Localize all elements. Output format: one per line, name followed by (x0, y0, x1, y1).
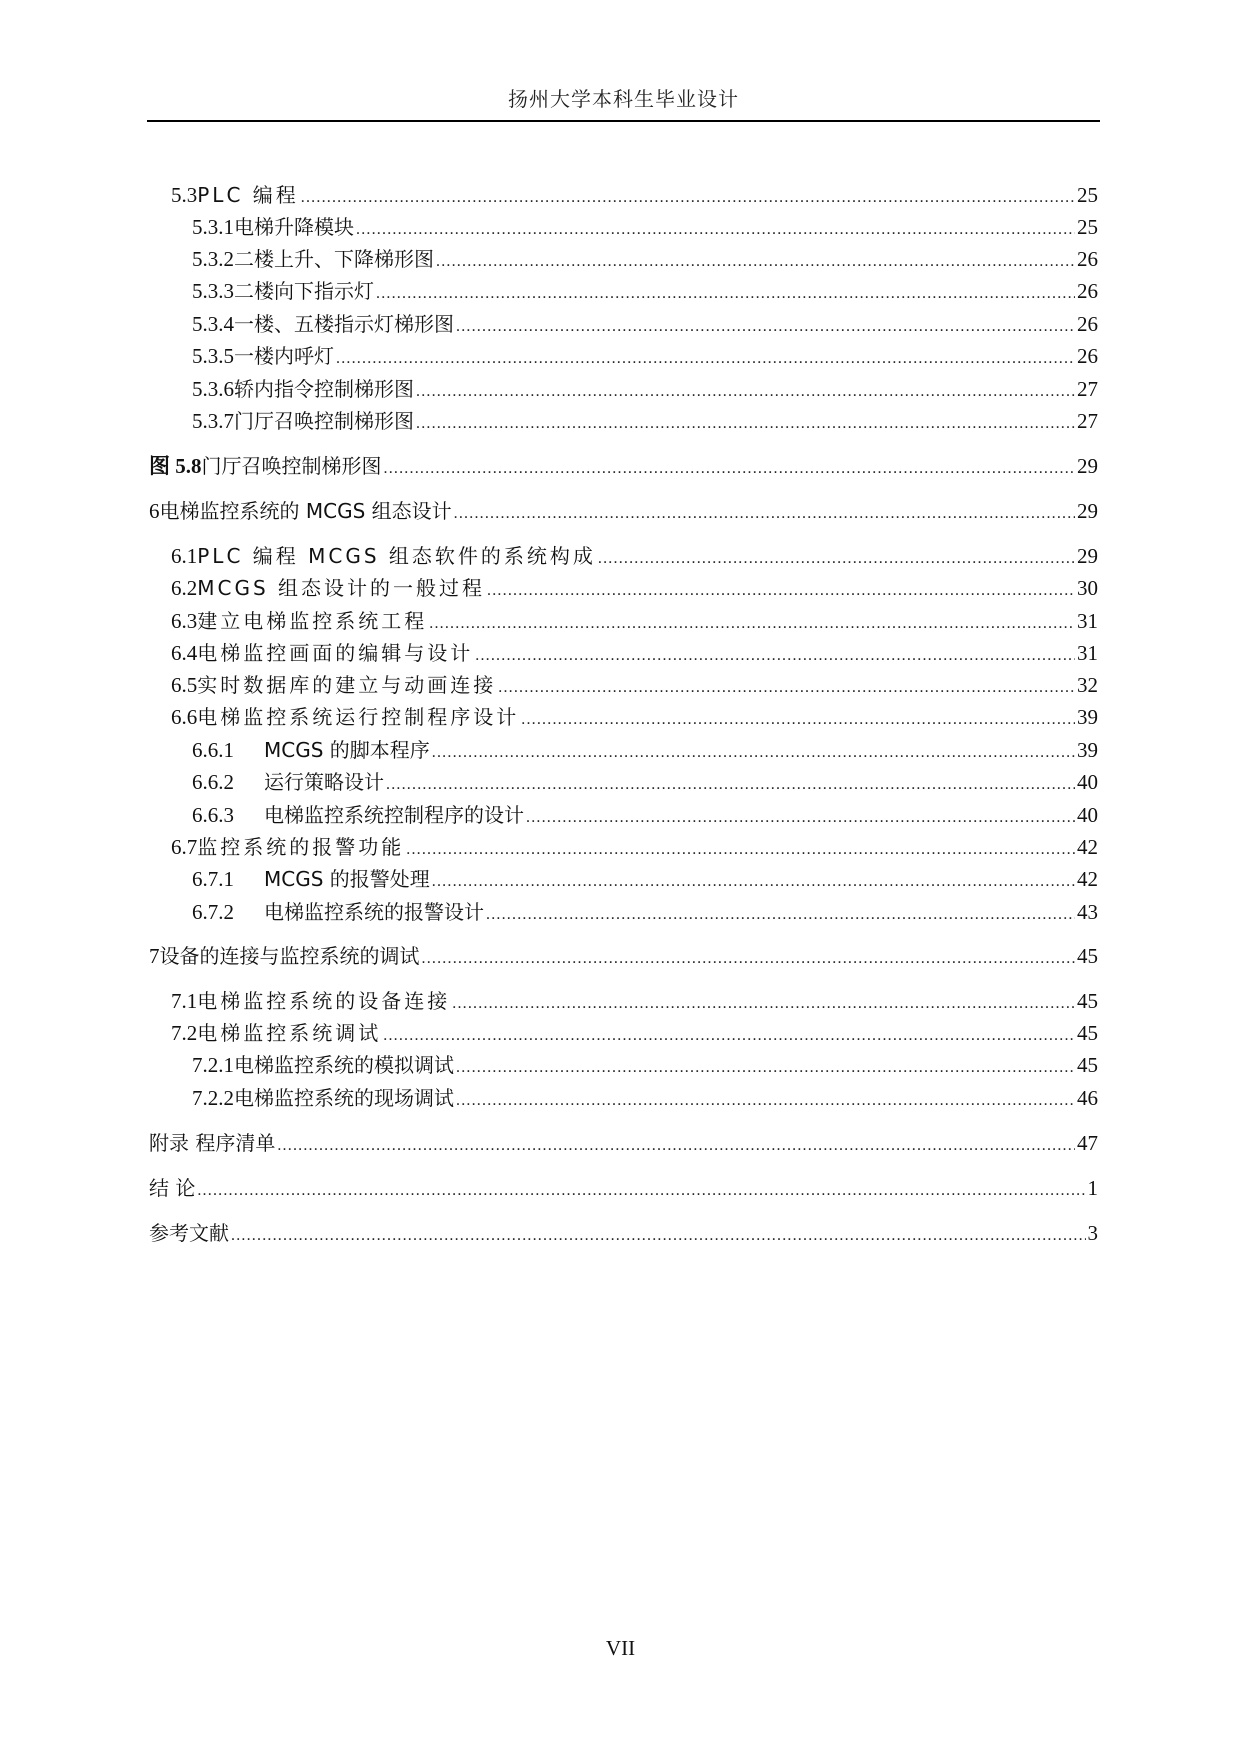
toc-entry[interactable] (192, 276, 1098, 306)
toc-title: 电梯监控系统的 MCGS 组态设计 (159, 499, 452, 523)
page-number: VII (605, 1636, 636, 1660)
toc-page: 25 (1077, 215, 1098, 239)
toc-title: 一楼内呼灯 (234, 344, 334, 368)
toc-entry[interactable] (149, 941, 1098, 971)
toc-title: MCGS 的脚本程序 (264, 738, 430, 762)
toc-title: 电梯升降模块 (234, 215, 354, 239)
toc-page: 26 (1077, 312, 1098, 336)
toc-number: 6.2 (171, 576, 198, 600)
toc-leader (436, 247, 1075, 277)
toc-entry[interactable] (149, 1218, 1098, 1248)
toc-title: 实时数据库的建立与动画连接 (197, 673, 497, 697)
toc-leader (598, 544, 1075, 574)
toc-title: 门厅召唤控制梯形图 (201, 454, 382, 478)
toc-number: 6 (149, 499, 160, 523)
toc-leader (376, 279, 1075, 309)
toc-leader (487, 576, 1075, 606)
toc-page: 31 (1077, 641, 1098, 665)
toc-leader (416, 377, 1075, 407)
toc-leader (301, 183, 1075, 213)
toc-page: 47 (1077, 1131, 1098, 1155)
toc-page: 26 (1077, 247, 1098, 271)
toc-page: 42 (1077, 867, 1098, 891)
toc-title: 轿内指令控制梯形图 (234, 377, 414, 401)
toc-page: 27 (1077, 409, 1098, 433)
toc-leader (454, 499, 1075, 529)
toc-title: 二楼向下指示灯 (234, 279, 374, 303)
toc-number: 5.3.7 (192, 409, 234, 433)
toc-page: 32 (1077, 673, 1098, 697)
toc-leader (277, 1131, 1075, 1161)
toc-page: 42 (1077, 835, 1098, 859)
toc-page: 3 (1087, 1221, 1098, 1245)
toc-leader (356, 215, 1075, 245)
toc-page: 45 (1077, 1053, 1098, 1077)
running-header: 扬州大学本科生毕业设计 (508, 87, 739, 111)
toc-leader (456, 312, 1075, 342)
toc-entry[interactable] (192, 800, 1098, 830)
toc-entry[interactable] (171, 986, 1098, 1016)
toc-leader (383, 1021, 1075, 1051)
toc-title: 门厅召唤控制梯形图 (234, 409, 414, 433)
toc-entry[interactable] (171, 180, 1098, 210)
toc-leader (498, 673, 1075, 703)
toc-page: 29 (1077, 499, 1098, 523)
toc-entry[interactable] (171, 832, 1098, 862)
toc-title: 电梯监控系统控制程序的设计 (264, 803, 524, 827)
toc-page: 45 (1077, 989, 1098, 1013)
toc-leader (429, 609, 1075, 639)
toc-number: 6.6.1 (192, 738, 234, 762)
toc-number: 6.7.2 (192, 900, 234, 924)
toc-entry[interactable] (192, 735, 1098, 765)
toc-number: 7.2 (171, 1021, 198, 1045)
toc-entry[interactable] (192, 374, 1098, 404)
toc-title: MCGS 组态设计的一般过程 (197, 576, 486, 600)
toc-entry[interactable] (171, 702, 1098, 732)
toc-entry[interactable] (192, 341, 1098, 371)
toc-entry[interactable] (192, 1083, 1098, 1113)
toc-entry[interactable] (171, 638, 1098, 668)
toc-entry[interactable] (192, 212, 1098, 242)
toc-page: 29 (1077, 544, 1098, 568)
toc-entry[interactable] (149, 451, 1098, 481)
toc-entry[interactable] (149, 496, 1098, 526)
toc-entry[interactable] (192, 767, 1098, 797)
toc-entry[interactable] (171, 670, 1098, 700)
toc-number: 6.6.3 (192, 803, 234, 827)
toc-number: 5.3 (171, 183, 198, 207)
toc-leader (526, 803, 1075, 833)
toc-page: 26 (1077, 344, 1098, 368)
toc-leader (416, 409, 1075, 439)
toc-entry[interactable] (171, 1018, 1098, 1048)
toc-page: 30 (1077, 576, 1098, 600)
toc-page: 25 (1077, 183, 1098, 207)
toc-page: 29 (1077, 454, 1098, 478)
toc-number: 6.1 (171, 544, 198, 568)
toc-leader (432, 738, 1075, 768)
toc-title: 电梯监控画面的编辑与设计 (197, 641, 474, 665)
toc-number: 6.3 (171, 609, 198, 633)
toc-leader (336, 344, 1075, 374)
toc-page: 27 (1077, 377, 1098, 401)
toc-title: PLC 编程 (197, 183, 299, 207)
toc-leader (486, 900, 1075, 930)
toc-leader (406, 835, 1075, 865)
toc-page: 26 (1077, 279, 1098, 303)
toc-number: 7.2.2 (192, 1086, 234, 1110)
toc-leader (386, 770, 1075, 800)
toc-page: 40 (1077, 770, 1098, 794)
toc-number: 6.5 (171, 673, 198, 697)
toc-title: 附录 程序清单 (149, 1131, 276, 1155)
toc-title: 电梯监控系统的报警设计 (264, 900, 484, 924)
toc-number: 5.3.1 (192, 215, 234, 239)
toc-page: 39 (1077, 738, 1098, 762)
toc-title: 电梯监控系统运行控制程序设计 (197, 705, 520, 729)
toc-title: MCGS 的报警处理 (264, 867, 430, 891)
toc-entry[interactable] (192, 309, 1098, 339)
toc-page: 40 (1077, 803, 1098, 827)
toc-number: 7.2.1 (192, 1053, 234, 1077)
toc-page: 1 (1087, 1176, 1098, 1200)
toc-leader (521, 705, 1075, 735)
toc-title: PLC 编程 MCGS 组态软件的系统构成 (197, 544, 596, 568)
toc-number: 6.6 (171, 705, 198, 729)
toc-number: 5.3.3 (192, 279, 234, 303)
toc-leader (452, 989, 1075, 1019)
toc-number: 6.7.1 (192, 867, 234, 891)
toc-title: 电梯监控系统调试 (197, 1021, 382, 1045)
toc-number: 6.4 (171, 641, 198, 665)
toc-title: 建立电梯监控系统工程 (197, 609, 428, 633)
toc-entry[interactable] (171, 606, 1098, 636)
toc-number: 5.3.6 (192, 377, 234, 401)
toc-number: 图 5.8 (149, 454, 202, 478)
toc-page: 43 (1077, 900, 1098, 924)
toc-number: 5.3.4 (192, 312, 234, 336)
toc-title: 设备的连接与监控系统的调试 (159, 944, 420, 968)
toc-leader (475, 641, 1075, 671)
toc-page: 31 (1077, 609, 1098, 633)
toc-entry[interactable] (171, 541, 1098, 571)
toc-number: 7 (149, 944, 160, 968)
toc-page: 45 (1077, 1021, 1098, 1045)
toc-number: 6.6.2 (192, 770, 234, 794)
toc-page: 39 (1077, 705, 1098, 729)
toc-leader (432, 867, 1075, 897)
toc-page: 45 (1077, 944, 1098, 968)
toc-leader (197, 1176, 1085, 1206)
toc-leader (231, 1221, 1086, 1251)
toc-leader (456, 1086, 1075, 1116)
toc-number: 5.3.5 (192, 344, 234, 368)
toc-entry[interactable] (149, 1173, 1098, 1203)
toc-title: 结 论 (149, 1176, 196, 1200)
toc-title: 参考文献 (149, 1221, 229, 1245)
toc-entry[interactable] (171, 573, 1098, 603)
toc-number: 7.1 (171, 989, 198, 1013)
toc-leader (422, 944, 1076, 974)
toc-entry[interactable] (192, 244, 1098, 274)
toc-leader (384, 454, 1076, 484)
toc-number: 5.3.2 (192, 247, 234, 271)
toc-title: 二楼上升、下降梯形图 (234, 247, 434, 271)
toc-title: 一楼、五楼指示灯梯形图 (234, 312, 454, 336)
toc-page: 46 (1077, 1086, 1098, 1110)
toc-title: 电梯监控系统的现场调试 (234, 1086, 454, 1110)
toc-entry[interactable] (192, 864, 1098, 894)
toc-title: 监控系统的报警功能 (197, 835, 405, 859)
toc-title: 电梯监控系统的设备连接 (197, 989, 451, 1013)
toc-entry[interactable] (192, 406, 1098, 436)
toc-entry[interactable] (192, 1050, 1098, 1080)
toc-leader (456, 1053, 1075, 1083)
toc-entry[interactable] (192, 897, 1098, 927)
toc-number: 6.7 (171, 835, 198, 859)
toc-entry[interactable] (149, 1128, 1098, 1158)
toc-title: 电梯监控系统的模拟调试 (234, 1053, 454, 1077)
toc-title: 运行策略设计 (264, 770, 384, 794)
